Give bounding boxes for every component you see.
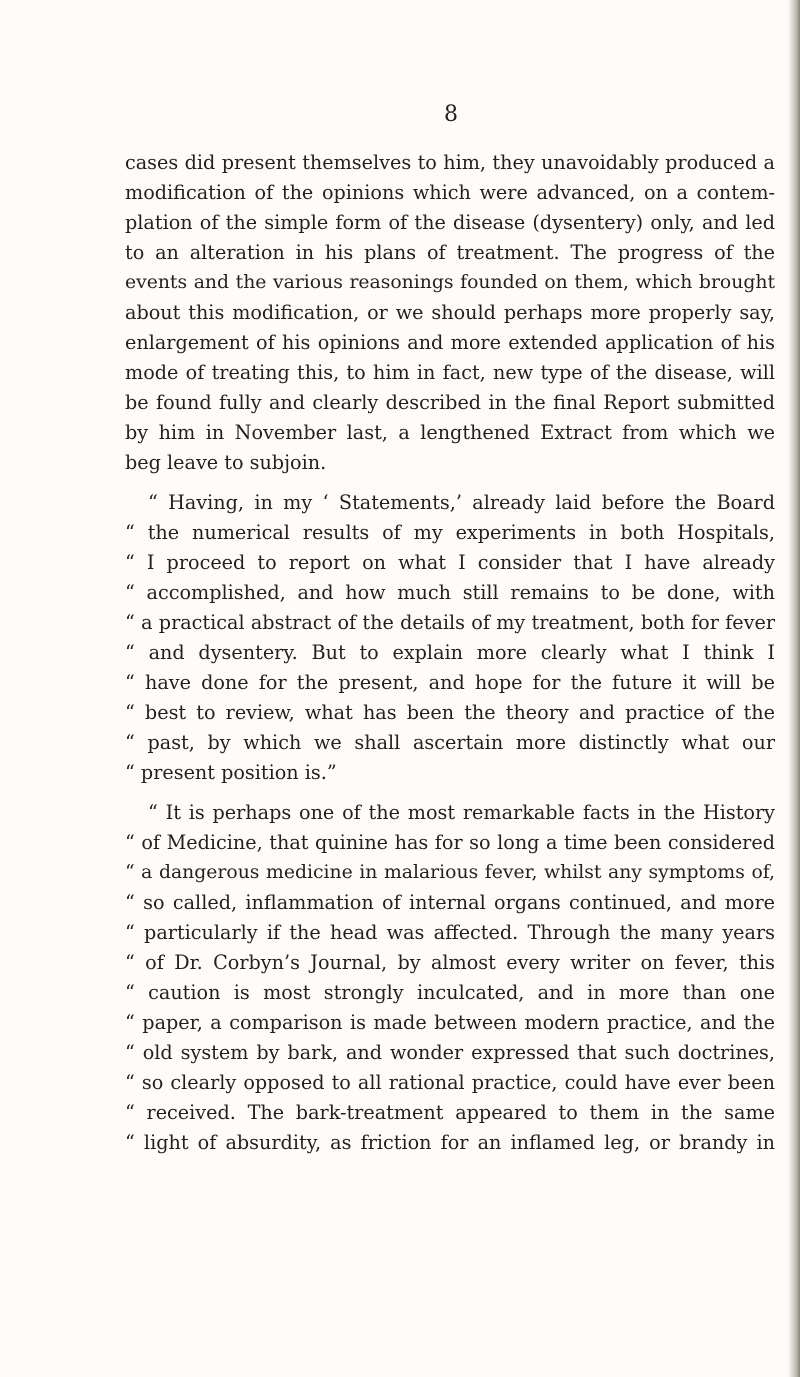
text-line: plation of the simple form of the disease (dysentery) only, and led bbox=[125, 211, 775, 234]
text-line: be found fully and clearly described in the final Report submitted bbox=[125, 391, 775, 414]
text-line: “ accomplished, and how much still remains to be done, with bbox=[125, 581, 775, 604]
text-line: “ a dangerous medicine in malarious fever, whilst any symptoms of, bbox=[125, 862, 775, 883]
text-line: mode of treating this, to him in fact, new type of the disease, will bbox=[125, 361, 775, 384]
body-text bbox=[125, 148, 775, 1158]
text-line: “ best to review, what has been the theory and practice of the bbox=[125, 701, 775, 724]
text-line: by him in November last, a lengthened Extract from which we bbox=[125, 421, 775, 444]
text-line: about this modification, or we should perhaps more properly say, bbox=[125, 301, 775, 324]
text-line: “ past, by which we shall ascertain more distinctly what our bbox=[125, 731, 775, 754]
text-line: modification of the opinions which were advanced, on a contem- bbox=[125, 181, 775, 204]
text-line: to an alteration in his plans of treatment. The progress of the bbox=[125, 241, 775, 264]
text-line: “ caution is most strongly inculcated, and in more than one bbox=[125, 981, 775, 1004]
text-line: “ a practical abstract of the details of my treatment, both for fever bbox=[125, 611, 775, 634]
text-line: “ old system by bark, and wonder expressed that such doctrines, bbox=[125, 1041, 775, 1064]
text-line: events and the various reasonings founded on them, which brought bbox=[125, 272, 775, 293]
text-line: “ paper, a comparison is made between modern practice, and the bbox=[125, 1011, 775, 1034]
text-line: “ I proceed to report on what I consider that I have already bbox=[125, 551, 775, 574]
text-line: “ light of absurdity, as friction for an inflamed leg, or brandy in bbox=[125, 1131, 775, 1154]
paragraph bbox=[125, 798, 775, 1158]
text-line: “ have done for the present, and hope for the future it will be bbox=[125, 671, 775, 694]
text-line: beg leave to subjoin. bbox=[125, 451, 327, 474]
text-line: “ of Medicine, that quinine has for so long a time been considered bbox=[125, 831, 775, 854]
text-line: “ It is perhaps one of the most remarkable facts in the History bbox=[148, 801, 775, 824]
text-line: enlargement of his opinions and more extended application of his bbox=[125, 331, 775, 354]
text-line: “ received. The bark-treatment appeared to them in the same bbox=[125, 1101, 775, 1124]
text-line: “ and dysentery. But to explain more clearly what I think I bbox=[125, 641, 775, 664]
text-line: “ present position is.” bbox=[125, 761, 337, 784]
text-line: “ so clearly opposed to all rational practice, could have ever been bbox=[125, 1071, 775, 1094]
text-line: “ of Dr. Corbyn’s Journal, by almost every writer on fever, this bbox=[125, 951, 775, 974]
text-line: “ Having, in my ‘ Statements,’ already laid before the Board bbox=[148, 491, 775, 514]
text-line: “ so called, inflammation of internal organs continued, and more bbox=[125, 891, 775, 914]
page-edge-shadow bbox=[788, 0, 800, 1377]
page-number: 8 bbox=[444, 102, 458, 127]
text-line: “ the numerical results of my experiments in both Hospitals, bbox=[125, 521, 775, 544]
paragraph bbox=[125, 488, 775, 788]
text-line: cases did present themselves to him, they unavoidably produced a bbox=[125, 151, 775, 174]
paragraph bbox=[125, 148, 775, 478]
text-line: “ particularly if the head was affected. Through the many years bbox=[125, 921, 775, 944]
